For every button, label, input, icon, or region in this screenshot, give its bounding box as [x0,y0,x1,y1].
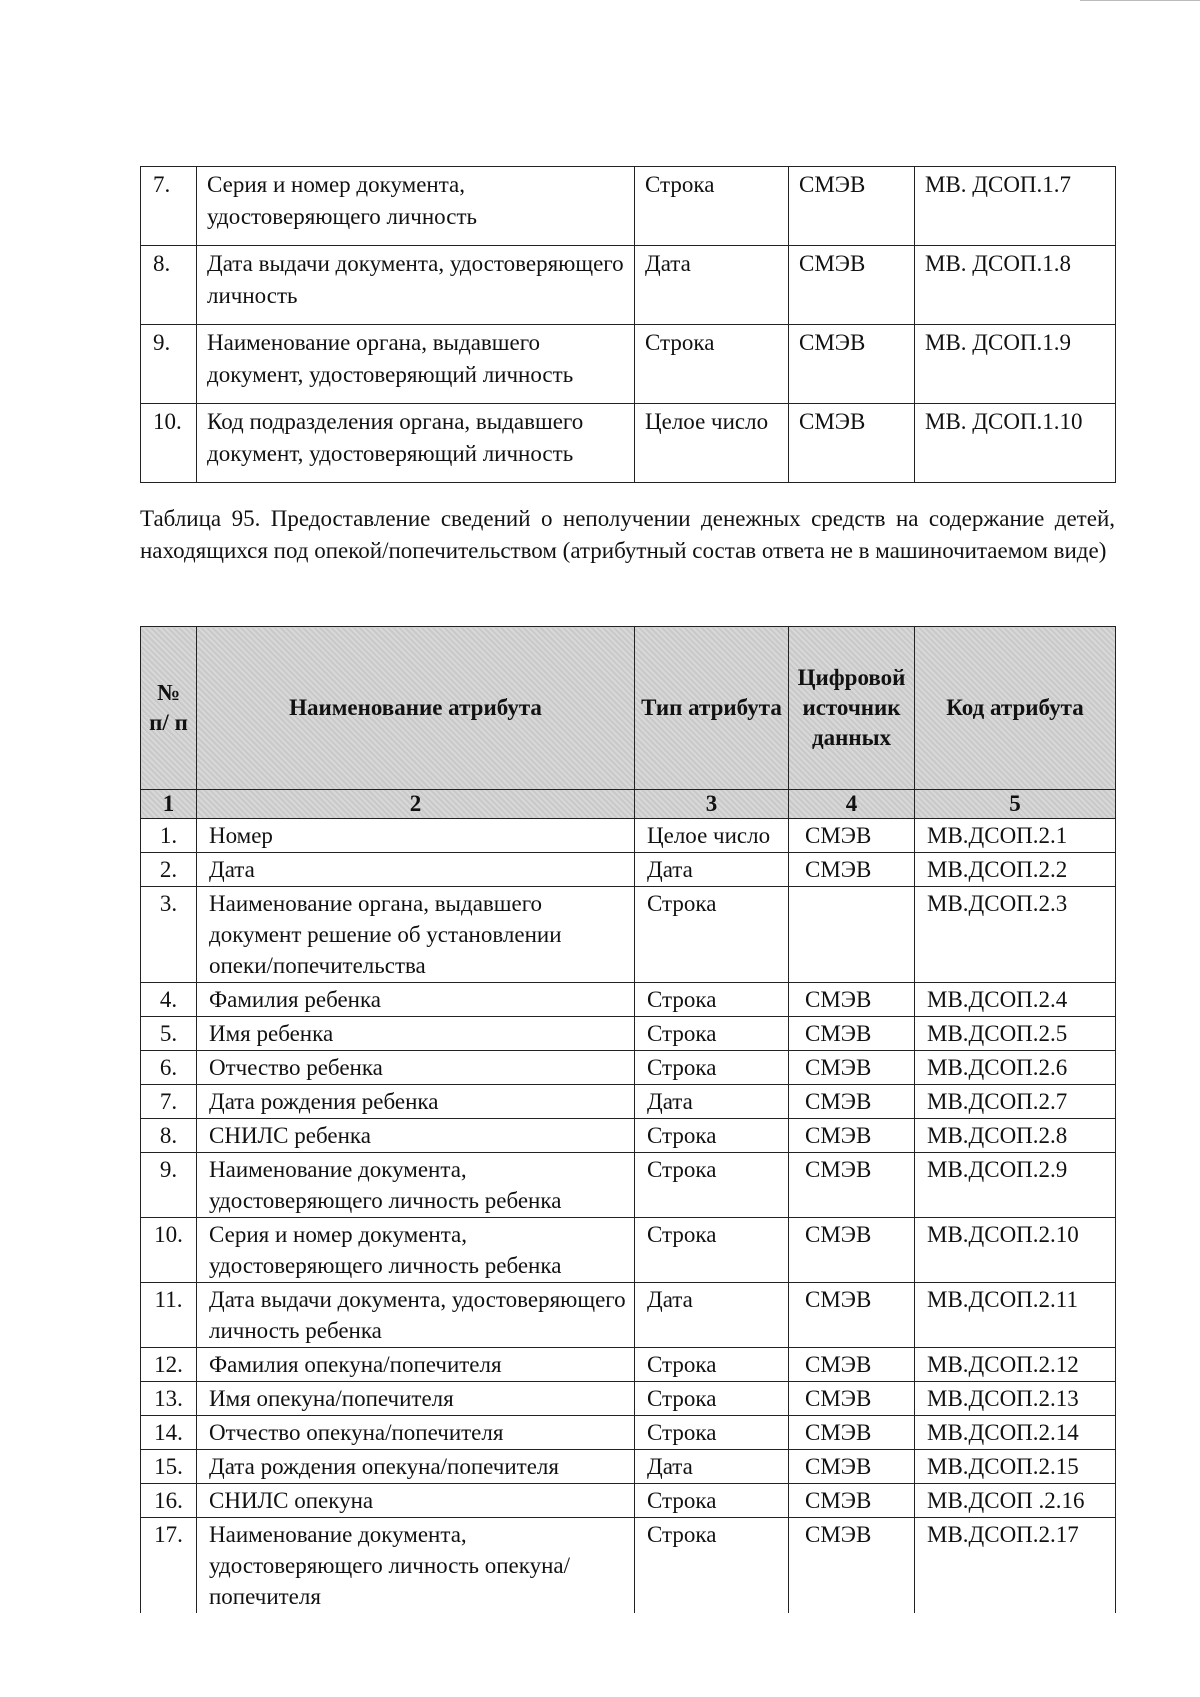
cell-source: СМЭВ [789,1153,915,1218]
cell-num: 2. [141,853,197,887]
cell-num: 7. [141,1085,197,1119]
cell-source: СМЭВ [789,983,915,1017]
cell-code: МВ.ДСОП.2.12 [915,1348,1116,1382]
cell-type: Строка [635,1382,789,1416]
cell-code: МВ. ДСОП.1.10 [915,404,1116,483]
cell-num: 10. [141,1218,197,1283]
cell-code: МВ.ДСОП.2.6 [915,1051,1116,1085]
cell-type: Целое число [635,404,789,483]
cell-type: Строка [635,887,789,983]
cell-source: СМЭВ [789,246,915,325]
cell-type: Строка [635,1218,789,1283]
cell-name: Имя опекуна/попечителя [197,1382,635,1416]
cell-code: МВ. ДСОП.1.8 [915,246,1116,325]
table-row [141,983,1116,1017]
table-row [141,1382,1116,1416]
table-row [141,1416,1116,1450]
cell-num: 3. [141,887,197,983]
cell-num: 9. [141,325,197,404]
cell-source: СМЭВ [789,1518,915,1614]
table-row [141,1518,1116,1614]
cell-source: СМЭВ [789,1382,915,1416]
cell-name: Серия и номер документа, удостоверяющего личность ребенка [197,1218,635,1283]
cell-source: СМЭВ [789,1348,915,1382]
cell-num: 7. [141,167,197,246]
cell-num: 12. [141,1348,197,1382]
column-index: 3 [635,790,789,819]
cell-type: Строка [635,1153,789,1218]
cell-code: МВ. ДСОП.1.7 [915,167,1116,246]
header-name: Наименование атрибута [197,627,635,790]
cell-type: Строка [635,1017,789,1051]
cell-source: СМЭВ [789,1085,915,1119]
cell-name: Наименование органа, выдавшего документ решение об установлении опеки/попечительства [197,887,635,983]
cell-source: СМЭВ [789,404,915,483]
attributes-table-continued [140,166,1116,483]
cell-num: 9. [141,1153,197,1218]
cell-num: 14. [141,1416,197,1450]
table-row [141,1119,1116,1153]
cell-source: СМЭВ [789,325,915,404]
cell-source: СМЭВ [789,167,915,246]
cell-name: Отчество ребенка [197,1051,635,1085]
header-source: Цифровой источник данных [789,627,915,790]
cell-num: 17. [141,1518,197,1614]
cell-num: 4. [141,983,197,1017]
cell-source: СМЭВ [789,1450,915,1484]
cell-num: 15. [141,1450,197,1484]
cell-code: МВ.ДСОП.2.9 [915,1153,1116,1218]
cell-type: Целое число [635,819,789,853]
cell-name: Код подразделения органа, выдавшего документ, удостоверяющий личность [197,404,635,483]
cell-source: СМЭВ [789,1119,915,1153]
table-row [141,819,1116,853]
column-index: 2 [197,790,635,819]
table-row [141,853,1116,887]
cell-name: Наименование документа, удостоверяющего личность опекуна/попечителя [197,1518,635,1614]
cell-type: Строка [635,1518,789,1614]
cell-code: МВ.ДСОП.2.17 [915,1518,1116,1614]
column-index: 1 [141,790,197,819]
attributes-table-95-body [141,819,1116,1614]
table-row [141,325,1116,404]
cell-name: Дата [197,853,635,887]
cell-num: 16. [141,1484,197,1518]
cell-code: МВ.ДСОП.2.5 [915,1017,1116,1051]
cell-type: Строка [635,167,789,246]
cell-code: МВ.ДСОП.2.8 [915,1119,1116,1153]
page-edge-line [1080,0,1200,2]
cell-name: Номер [197,819,635,853]
cell-source: СМЭВ [789,1283,915,1348]
cell-name: Наименование документа, удостоверяющего личность ребенка [197,1153,635,1218]
table-header-row [141,627,1116,790]
cell-source: СМЭВ [789,1484,915,1518]
table-row [141,1283,1116,1348]
cell-source: СМЭВ [789,1416,915,1450]
cell-code: МВ.ДСОП.2.2 [915,853,1116,887]
cell-num: 13. [141,1382,197,1416]
column-index-row [141,790,1116,819]
header-code: Код атрибута [915,627,1116,790]
cell-source: СМЭВ [789,1051,915,1085]
cell-num: 1. [141,819,197,853]
cell-code: МВ.ДСОП.2.14 [915,1416,1116,1450]
cell-num: 8. [141,1119,197,1153]
cell-type: Дата [635,246,789,325]
table-caption: Таблица 95. Предоставление сведений о неполучении денежных средств на содержание детей, находящихся под опекой/попечительством (атрибутный состав ответа не в машиночитаемом виде) [140,506,1115,563]
cell-type: Строка [635,1119,789,1153]
cell-type: Строка [635,325,789,404]
cell-num: 5. [141,1017,197,1051]
cell-source: СМЭВ [789,1218,915,1283]
cell-type: Строка [635,1484,789,1518]
table-row [141,1051,1116,1085]
cell-type: Дата [635,1450,789,1484]
cell-code: МВ. ДСОП.1.9 [915,325,1116,404]
table-row [141,1450,1116,1484]
cell-type: Дата [635,1085,789,1119]
cell-num: 8. [141,246,197,325]
cell-source: СМЭВ [789,819,915,853]
cell-code: МВ.ДСОП.2.7 [915,1085,1116,1119]
cell-source: СМЭВ [789,853,915,887]
cell-name: Наименование органа, выдавшего документ, удостоверяющий личность [197,325,635,404]
column-index: 4 [789,790,915,819]
table-row [141,1017,1116,1051]
cell-code: МВ.ДСОП.2.3 [915,887,1116,983]
table-row [141,167,1116,246]
cell-source: СМЭВ [789,1017,915,1051]
column-index: 5 [915,790,1116,819]
cell-num: 11. [141,1283,197,1348]
cell-code: МВ.ДСОП.2.15 [915,1450,1116,1484]
cell-code: МВ.ДСОП .2.16 [915,1484,1116,1518]
header-num: № п/ п [141,627,197,790]
table-row [141,1153,1116,1218]
cell-name: Дата выдачи документа, удостоверяющего личность ребенка [197,1283,635,1348]
table-row [141,1348,1116,1382]
cell-name: Серия и номер документа, удостоверяющего личность [197,167,635,246]
cell-name: Отчество опекуна/попечителя [197,1416,635,1450]
cell-name: Фамилия опекуна/попечителя [197,1348,635,1382]
cell-type: Дата [635,1283,789,1348]
cell-type: Дата [635,853,789,887]
cell-type: Строка [635,1051,789,1085]
table-row [141,1218,1116,1283]
cell-name: Фамилия ребенка [197,983,635,1017]
cell-code: МВ.ДСОП.2.11 [915,1283,1116,1348]
cell-name: СНИЛС ребенка [197,1119,635,1153]
cell-name: Дата рождения опекуна/попечителя [197,1450,635,1484]
cell-num: 6. [141,1051,197,1085]
cell-type: Строка [635,983,789,1017]
cell-name: Дата рождения ребенка [197,1085,635,1119]
cell-name: СНИЛС опекуна [197,1484,635,1518]
table-row [141,246,1116,325]
cell-source [789,887,915,983]
table-row [141,404,1116,483]
cell-code: МВ.ДСОП.2.13 [915,1382,1116,1416]
attributes-table-continued-body [141,167,1116,483]
cell-code: МВ.ДСОП.2.10 [915,1218,1116,1283]
cell-name: Имя ребенка [197,1017,635,1051]
cell-name: Дата выдачи документа, удостоверяющего личность [197,246,635,325]
cell-type: Строка [635,1416,789,1450]
header-type: Тип атрибута [635,627,789,790]
cell-code: МВ.ДСОП.2.4 [915,983,1116,1017]
table-row [141,887,1116,983]
table-row [141,1484,1116,1518]
cell-num: 10. [141,404,197,483]
attributes-table-95 [140,626,1116,1613]
cell-type: Строка [635,1348,789,1382]
table-row [141,1085,1116,1119]
cell-code: МВ.ДСОП.2.1 [915,819,1116,853]
